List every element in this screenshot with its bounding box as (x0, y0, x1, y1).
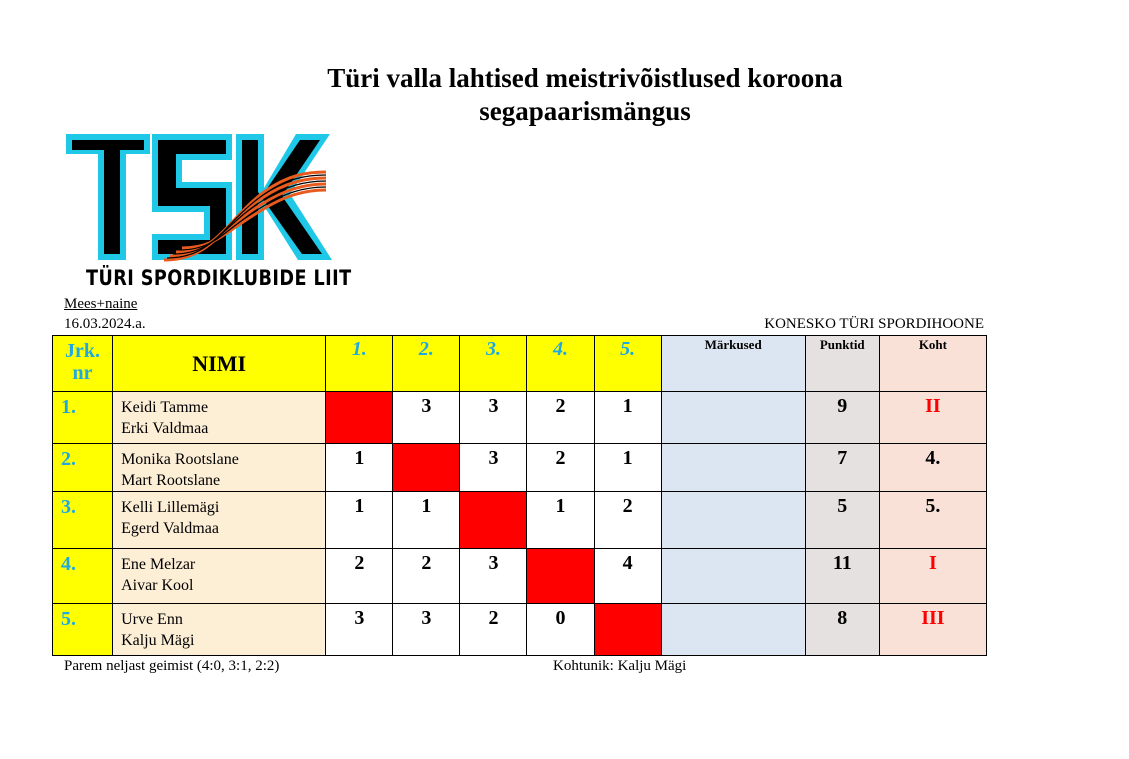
category-label: Mees+naine (64, 296, 138, 312)
table-row (53, 392, 987, 444)
row-nr: 1. (53, 392, 113, 444)
pair-names (113, 492, 326, 549)
header-nr: Jrk. nr (53, 336, 113, 392)
table-row (53, 444, 987, 492)
points-cell: 11 (805, 549, 879, 604)
player-1: Keidi Tamme (121, 399, 209, 416)
player-2: Mart Rootslane (121, 472, 221, 489)
header-game-4: 4. (527, 336, 594, 392)
score-cell: 1 (393, 492, 460, 549)
header-name: NIMI (113, 336, 326, 392)
referee: Kohtunik: Kalju Mägi (553, 658, 687, 674)
notes-cell (661, 392, 805, 444)
score-cell: 1 (527, 492, 594, 549)
header-place: Koht (879, 336, 986, 392)
tsk-logo-mark (64, 132, 334, 264)
document-title (200, 62, 970, 128)
header-game-5: 5. (594, 336, 661, 392)
player-2: Kalju Mägi (121, 632, 195, 649)
points-cell: 9 (805, 392, 879, 444)
tsk-logo (64, 132, 352, 292)
score-cell: 1 (326, 444, 393, 492)
place-cell: I (879, 549, 986, 604)
player-2: Aivar Kool (121, 577, 194, 594)
logo-caption: TÜRI SPORDIKLUBIDE LIIT (86, 266, 352, 290)
diagonal-cell (594, 604, 661, 656)
pair-names (113, 604, 326, 656)
score-cell: 3 (460, 549, 527, 604)
title-line-2: segapaarismängus (479, 96, 691, 126)
player-1: Kelli Lillemägi (121, 499, 220, 516)
notes-cell (661, 444, 805, 492)
score-cell: 1 (594, 444, 661, 492)
player-2: Egerd Valdmaa (121, 520, 219, 537)
score-cell: 1 (326, 492, 393, 549)
notes-cell (661, 492, 805, 549)
place-cell: II (879, 392, 986, 444)
pair-names (113, 392, 326, 444)
title-line-1: Türi valla lahtised meistrivõistlused koroona (327, 63, 843, 93)
score-cell: 3 (393, 392, 460, 444)
row-nr: 3. (53, 492, 113, 549)
place-cell: 5. (879, 492, 986, 549)
player-1: Ene Melzar (121, 556, 196, 573)
score-cell: 3 (460, 392, 527, 444)
diagonal-cell (326, 392, 393, 444)
score-cell: 2 (527, 444, 594, 492)
score-cell: 2 (326, 549, 393, 604)
score-cell: 3 (393, 604, 460, 656)
points-cell: 5 (805, 492, 879, 549)
points-cell: 7 (805, 444, 879, 492)
score-cell: 3 (326, 604, 393, 656)
header-notes: Märkused (661, 336, 805, 392)
pair-names (113, 549, 326, 604)
pair-names (113, 444, 326, 492)
score-cell: 2 (393, 549, 460, 604)
place-cell: 4. (879, 444, 986, 492)
table-row (53, 549, 987, 604)
notes-cell (661, 604, 805, 656)
scoring-rule: Parem neljast geimist (4:0, 3:1, 2:2) (64, 658, 280, 674)
score-cell: 2 (527, 392, 594, 444)
score-cell: 2 (594, 492, 661, 549)
score-cell: 2 (460, 604, 527, 656)
header-game-1: 1. (326, 336, 393, 392)
diagonal-cell (460, 492, 527, 549)
header-points: Punktid (805, 336, 879, 392)
row-nr: 2. (53, 444, 113, 492)
score-cell: 0 (527, 604, 594, 656)
header-game-2: 2. (393, 336, 460, 392)
player-1: Monika Rootslane (121, 451, 239, 468)
player-1: Urve Enn (121, 611, 183, 628)
points-cell: 8 (805, 604, 879, 656)
row-nr: 5. (53, 604, 113, 656)
notes-cell (661, 549, 805, 604)
header-game-3: 3. (460, 336, 527, 392)
score-cell: 3 (460, 444, 527, 492)
table-row (53, 492, 987, 549)
score-cell: 1 (594, 392, 661, 444)
diagonal-cell (527, 549, 594, 604)
venue: KONESKO TÜRI SPORDIHOONE (764, 316, 984, 332)
player-2: Erki Valdmaa (121, 420, 209, 437)
event-date: 16.03.2024.a. (64, 316, 146, 332)
table-row (53, 604, 987, 656)
place-cell: III (879, 604, 986, 656)
row-nr: 4. (53, 549, 113, 604)
results-table (52, 335, 987, 656)
table-header-row (53, 336, 987, 392)
diagonal-cell (393, 444, 460, 492)
score-cell: 4 (594, 549, 661, 604)
